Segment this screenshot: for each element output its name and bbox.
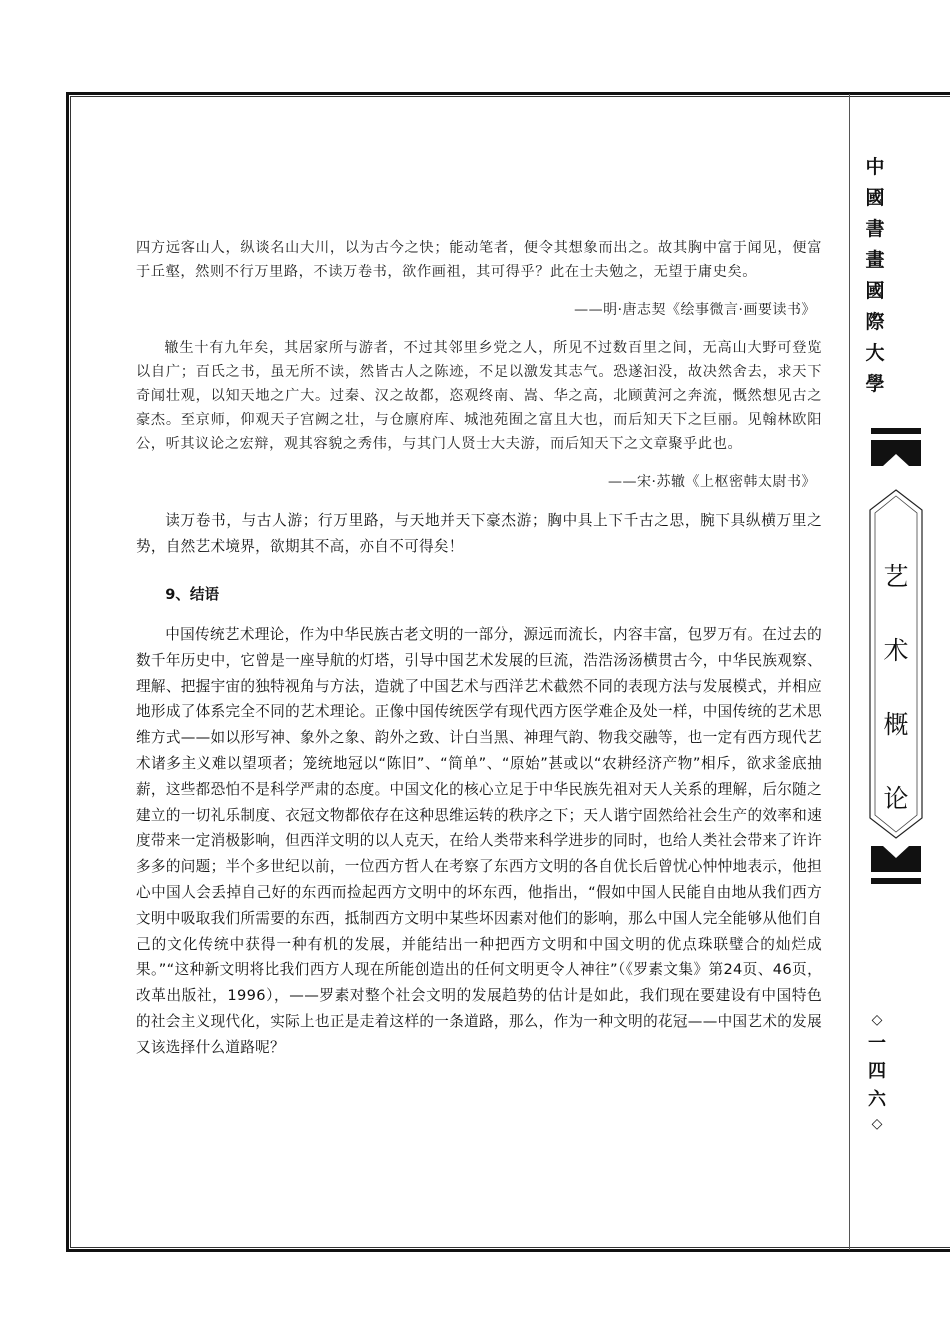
book-title-char: 概: [883, 710, 909, 739]
ornament-band-top: [871, 440, 921, 466]
ornament-bar-top: [871, 428, 921, 434]
page-number-char: 六: [868, 1089, 886, 1110]
main-text-column: [136, 236, 822, 1061]
series-title: [862, 152, 888, 400]
diamond-icon: ◇: [871, 1012, 883, 1028]
diamond-icon: ◇: [871, 1116, 883, 1132]
book-title-char: 艺: [883, 562, 909, 591]
series-title-char: 畫: [865, 249, 885, 271]
quote-source-su-zhe: ——宋·苏辙《上枢密韩太尉书》: [608, 474, 816, 490]
ornament-bar-bottom: [871, 878, 921, 884]
book-title-char: 论: [883, 784, 909, 813]
quote-su-zhe: 辙生十有九年矣，其居家所与游者，不过其邻里乡党之人，所见不过数百里之间，无高山大野可登览以自广；百氏之书，虽无所不读，然皆古人之陈迹，不足以激发其志气。恐遂汩没，故决然舍去，求天下奇闻壮观，以知天地之广大。过秦、汉之故都，恣观终南、嵩、华之高，北顾黄河之奔流，慨然想见古之豪杰。至京师，仰观天子宫阙之壮，与仓廪府库、城池苑囿之富且大也，而后知天下之巨丽。见翰林欧阳公，听其议论之宏辩，观其容貌之秀伟，与其门人贤士大夫游，而后知天下之文章聚乎此也。: [136, 340, 822, 452]
page-number-char: 一: [868, 1033, 886, 1054]
quote-tang-zhiqi: 四方远客山人，纵谈名山大川，以为古今之快；能动笔者，便令其想象而出之。故其胸中富于闻见，便富于丘壑，然则不行万里路，不读万卷书，欲作画祖，其可得乎？此在士夫勉之，无望于庸史矣。: [136, 240, 822, 280]
series-title-char: 際: [865, 311, 885, 333]
section-heading-conclusion: 9、结语: [165, 585, 220, 603]
series-title-char: 國: [865, 280, 885, 302]
book-title-char: 术: [883, 636, 909, 665]
book-title: [876, 540, 916, 836]
series-title-char: 大: [865, 342, 885, 364]
series-title-char: 國: [865, 187, 885, 209]
series-title-char: 書: [865, 218, 885, 240]
paragraph-reading: 读万卷书，与古人游；行万里路，与天地并天下豪杰游；胸中具上下千古之思，腕下具纵横万里之势，自然艺术境界，欲期其不高，亦自不可得矣！: [136, 512, 822, 555]
ornament-band-bottom: [871, 846, 921, 872]
quote-source-tang-zhiqi: ——明·唐志契《绘事微言·画要读书》: [574, 302, 816, 318]
sidebar-divider: [849, 94, 850, 1250]
paragraph-conclusion: 中国传统艺术理论，作为中华民族古老文明的一部分，源远而流长，内容丰富，包罗万有。在过去的数千年历史中，它曾是一座导航的灯塔，引导中国艺术发展的巨流，浩浩汤汤横贯古今，中华民族观察、理解、把握宇宙的独特视角与方法，造就了中国艺术与西洋艺术截然不同的表现方法与发展模式，并相应地形成了体系完全不同的艺术理论。正像中国传统医学有现代西方医学难企及处一样，中国传统的艺术思维方式——如以形写神、象外之象、韵外之致、计白当黑、神理气韵、物我交融等，也一定有西方现代艺术诸多主义难以望项者；笼统地冠以“陈旧”、“简单”、“原始”甚或以“农耕经济产物”相斥，欲求釜底抽薪，这些都恐怕不是科学严肃的态度。中国文化的核心立足于中华民族先祖对天人关系的理解，后尔随之建立的一切礼乐制度、衣冠文物都依存在这种思维运转的秩序之下；天人谐宁固然给社会生产的效率和速度带来一定消极影响，但西洋文明的以人克天，在给人类带来科学进步的同时，也给人类社会带来了许许多多的问题；半个多世纪以前，一位西方哲人在考察了东西方文明的各自优长后曾忧心忡忡地表示，他担心中国人会丢掉自己好的东西而捡起西方文明中的坏东西，他指出，“假如中国人民能自由地从我们西方文明中吸取我们所需要的东西，抵制西方文明中某些坏因素对他们的影响，那么中国人完全能够从他们自己的文化传统中获得一种有机的发展，并能结出一种把西方文明和中国文明的优点珠联璧合的灿烂成果。”“这种新文明将比我们西方人现在所能创造出的任何文明更令人神往”（《罗素文集》第24页、46页，改革出版社，1996），——罗素对整个社会文明的发展趋势的估计是如此，我们现在要建设有中国特色的社会主义现代化，实际上也正是走着这样的一条道路，那么，作为一种文明的花冠——中国艺术的发展又该选择什么道路呢？: [136, 625, 822, 1056]
page-number: [862, 1010, 892, 1134]
page-number-char: 四: [868, 1061, 886, 1082]
series-title-char: 中: [865, 156, 885, 178]
series-title-char: 學: [865, 373, 885, 395]
